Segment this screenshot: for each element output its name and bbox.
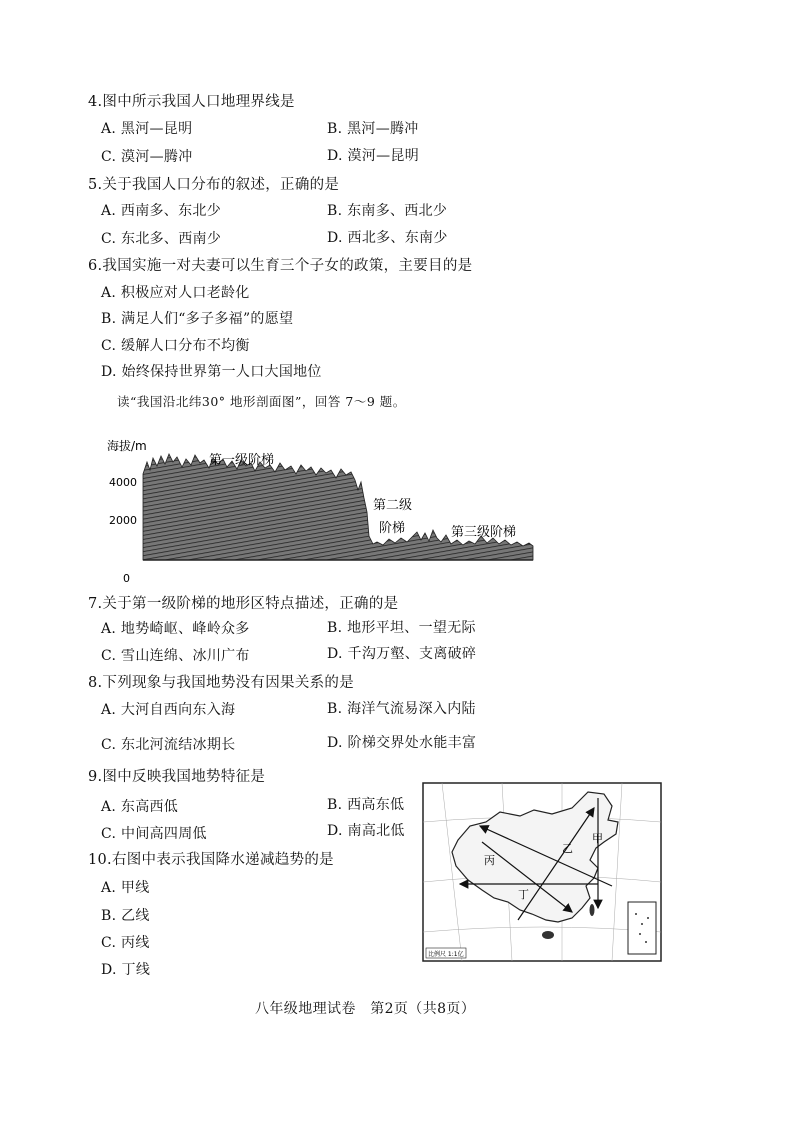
question-6-option-d[interactable]: D. 始终保持世界第一人口大国地位 <box>101 364 322 380</box>
question-4-option-b[interactable]: B. 黑河—腾冲 <box>327 121 419 137</box>
label-jia: 甲 <box>592 832 603 845</box>
step-2-label-line1: 第二级 <box>373 498 413 513</box>
terrain-profile-figure <box>105 432 545 592</box>
question-8-option-a[interactable]: A. 大河自西向东入海 <box>101 702 236 718</box>
south-sea-inset <box>628 902 656 954</box>
question-4-option-d[interactable]: D. 漠河—昆明 <box>327 148 420 164</box>
question-5-option-c[interactable]: C. 东北多、西南少 <box>101 231 222 247</box>
label-bing: 丙 <box>484 854 495 867</box>
question-10-option-b[interactable]: B. 乙线 <box>101 908 150 924</box>
question-8-option-d[interactable]: D. 阶梯交界处水能丰富 <box>327 735 477 751</box>
question-6-stem: 6.我国实施一对夫妻可以生育三个子女的政策，主要目的是 <box>88 258 473 274</box>
question-7-option-c[interactable]: C. 雪山连绵、冰川广布 <box>101 648 250 664</box>
question-9-option-d[interactable]: D. 南高北低 <box>327 823 405 839</box>
label-yi: 乙 <box>562 842 573 855</box>
question-4-stem: 4.图中所示我国人口地理界线是 <box>88 94 295 110</box>
section-intro: 读“我国沿北纬30° 地形剖面图”，回答 7～9 题。 <box>117 394 406 409</box>
question-7-option-b[interactable]: B. 地形平坦、一望无际 <box>327 620 476 636</box>
question-6-option-b[interactable]: B. 满足人们“多子多福”的愿望 <box>101 311 294 327</box>
step-2-label-line2: 阶梯 <box>379 521 406 536</box>
hainan-island <box>542 931 554 939</box>
question-5-option-d[interactable]: D. 西北多、东南少 <box>327 230 448 246</box>
question-4-option-a[interactable]: A. 黑河—昆明 <box>101 121 193 137</box>
tick-2000: 2000 <box>109 514 137 527</box>
terrain-profile-svg <box>105 432 545 592</box>
step-3-label: 第三级阶梯 <box>451 525 517 540</box>
question-7-stem: 7.关于第一级阶梯的地形区特点描述，正确的是 <box>88 596 399 612</box>
question-7-option-d[interactable]: D. 千沟万壑、支离破碎 <box>327 646 477 662</box>
china-map-svg <box>422 782 662 962</box>
question-5-option-a[interactable]: A. 西南多、东北少 <box>101 203 222 219</box>
china-map-figure <box>422 782 662 962</box>
question-9-stem: 9.图中反映我国地势特征是 <box>88 769 266 785</box>
question-10-option-a[interactable]: A. 甲线 <box>101 880 150 896</box>
question-4-option-c[interactable]: C. 漠河—腾冲 <box>101 149 193 165</box>
question-10-stem: 10.右图中表示我国降水递减趋势的是 <box>88 852 334 868</box>
question-7-option-a[interactable]: A. 地势崎岖、峰岭众多 <box>101 621 250 637</box>
question-8-option-c[interactable]: C. 东北河流结冰期长 <box>101 737 236 753</box>
terrain-silhouette <box>143 454 533 560</box>
question-9-option-a[interactable]: A. 东高西低 <box>101 799 179 815</box>
page-footer: 八年级地理试卷 第2页（共8页） <box>255 1001 476 1017</box>
question-9-option-c[interactable]: C. 中间高四周低 <box>101 826 207 842</box>
y-axis-label: 海拔/m <box>107 439 147 453</box>
question-8-option-b[interactable]: B. 海洋气流易深入内陆 <box>327 701 476 717</box>
question-5-option-b[interactable]: B. 东南多、西北少 <box>327 203 448 219</box>
tick-0: 0 <box>123 572 130 585</box>
question-8-stem: 8.下列现象与我国地势没有因果关系的是 <box>88 675 355 691</box>
label-ding: 丁 <box>518 888 529 901</box>
question-6-option-a[interactable]: A. 积极应对人口老龄化 <box>101 285 250 301</box>
question-10-option-c[interactable]: C. 丙线 <box>101 935 150 951</box>
tick-4000: 4000 <box>109 476 137 489</box>
question-6-option-c[interactable]: C. 缓解人口分布不均衡 <box>101 338 250 354</box>
question-9-option-b[interactable]: B. 西高东低 <box>327 797 405 813</box>
question-10-option-d[interactable]: D. 丁线 <box>101 962 151 978</box>
question-5-stem: 5.关于我国人口分布的叙述，正确的是 <box>88 177 340 193</box>
taiwan-island <box>590 904 595 916</box>
scale-text: 比例尺 1:1亿 <box>428 951 464 958</box>
step-1-label: 第一级阶梯 <box>209 453 275 468</box>
